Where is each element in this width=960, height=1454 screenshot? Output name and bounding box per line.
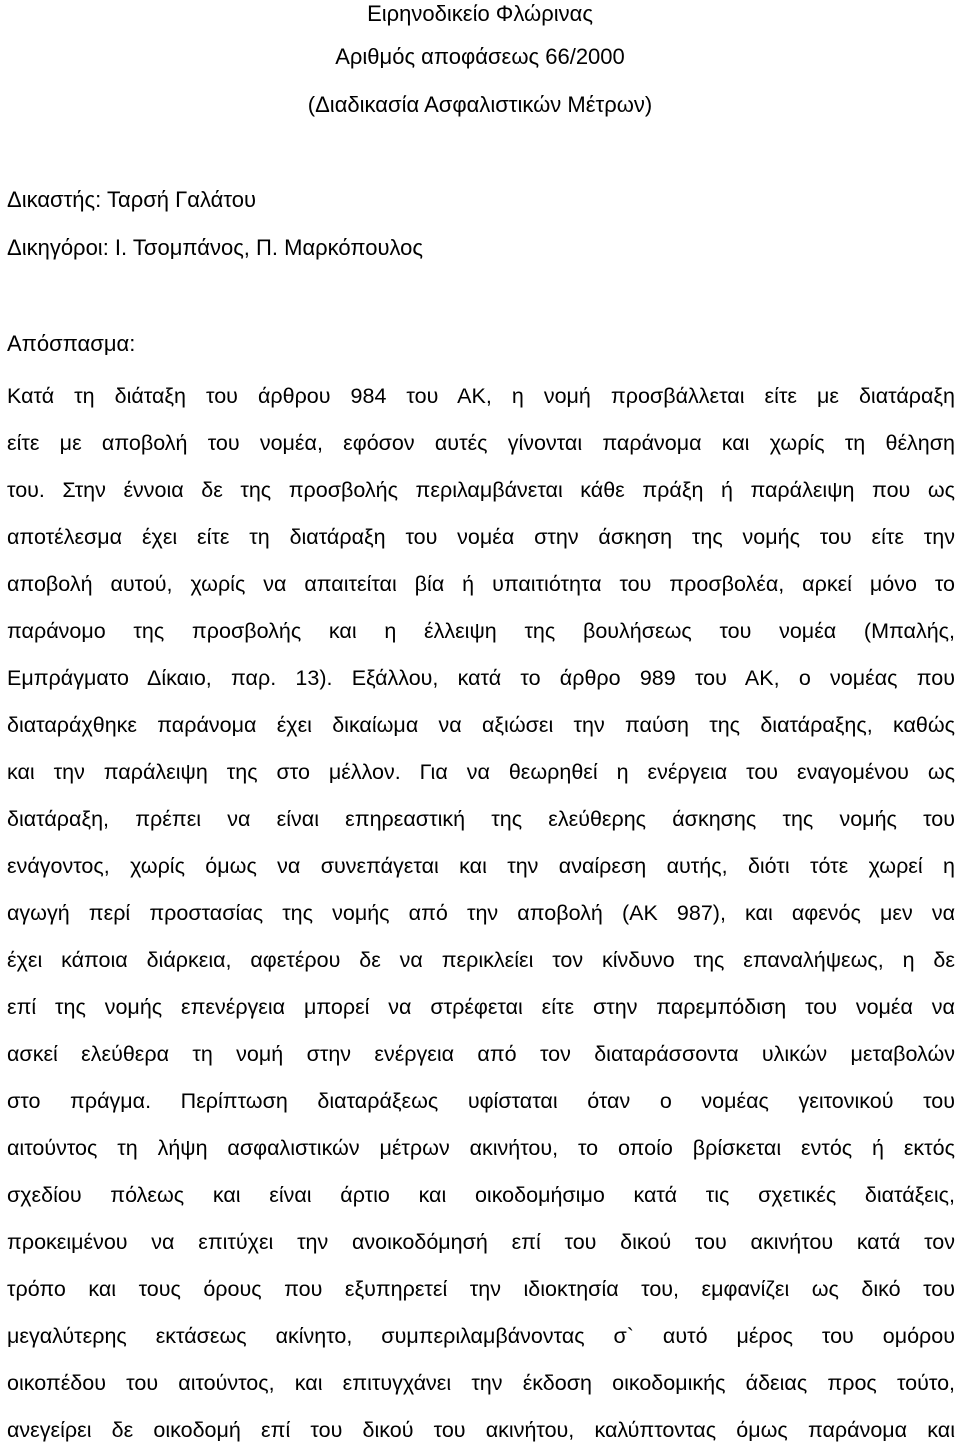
paragraph-line: του. Στην έννοια δε της προσβολής περιλαμβάνεται κάθε πράξη ή παράλειψη που ως (7, 478, 955, 502)
judge-line: Δικαστής: Ταρσή Γαλάτου (7, 187, 257, 212)
excerpt-paragraph (7, 373, 955, 1454)
paragraph-line: στο πράγμα. Περίπτωση διαταράξεως υφίσταται όταν ο νομέας γειτονικού του (7, 1089, 955, 1113)
paragraph-line: προκειμένου να επιτύχει την ανοικοδόμησή επί του δικού του ακινήτου κατά τον (7, 1230, 955, 1254)
court-name: Ειρηνοδικείο Φλώρινας (367, 1, 593, 26)
procedure-type: (Διαδικασία Ασφαλιστικών Μέτρων) (307, 92, 653, 117)
paragraph-line: έχει κάποια διάρκεια, αφετέρου δε να περικλείει τον κίνδυνο της επαναλήψεως, η δε (7, 948, 955, 972)
paragraph-line: και την παράλειψη της στο μέλλον. Για να θεωρηθεί η ενέργεια του εναγομένου ως (7, 760, 955, 784)
decision-number: Αριθμός αποφάσεως 66/2000 (335, 44, 625, 69)
paragraph-line: αιτούντος τη λήψη ασφαλιστικών μέτρων ακινήτου, το οποίο βρίσκεται εντός ή εκτός (7, 1136, 955, 1160)
paragraph-line: αγωγή περί προστασίας της νομής από την αποβολή (ΑΚ 987), και αφενός μεν να (7, 901, 955, 925)
paragraph-line: Εμπράγματο Δίκαιο, παρ. 13). Εξάλλου, κατά το άρθρο 989 του ΑΚ, ο νομέας που (7, 666, 955, 690)
paragraph-line: ανεγείρει δε οικοδομή επί του δικού του ακινήτου, καλύπτοντας όμως παράνομα και (7, 1418, 955, 1442)
paragraph-line: παράνομο της προσβολής και η έλλειψη της βουλήσεως του νομέα (Μπαλής, (7, 619, 955, 643)
paragraph-line: αποβολή αυτού, χωρίς να απαιτείται βία ή υπαιτιότητα του προσβολέα, αρκεί μόνο το (7, 572, 955, 596)
paragraph-line: επί της νομής επενέργεια μπορεί να στρέφεται είτε στην παρεμπόδιση του νομέα να (7, 995, 955, 1019)
paragraph-line: μεγαλύτερης εκτάσεως ακίνητο, συμπεριλαμβάνοντας σ` αυτό μέρος του ομόρου (7, 1324, 955, 1348)
paragraph-line: τρόπο και τους όρους που εξυπηρετεί την ιδιοκτησία του, εμφανίζει ως δικό του (7, 1277, 955, 1301)
paragraph-line: διατάραξη, πρέπει να είναι επηρεαστική της ελεύθερης άσκησης της νομής του (7, 807, 955, 831)
paragraph-line: αποτέλεσμα έχει είτε τη διατάραξη του νομέα στην άσκηση της νομής του είτε την (7, 525, 955, 549)
paragraph-line: ασκεί ελεύθερα τη νομή στην ενέργεια από τον διαταράσσοντα υλικών μεταβολών (7, 1042, 955, 1066)
excerpt-heading: Απόσπασμα: (7, 331, 136, 356)
paragraph-line: σχεδίου πόλεως και είναι άρτιο και οικοδομήσιμο κατά τις σχετικές διατάξεις, (7, 1183, 955, 1207)
paragraph-line: οικοπέδου του αιτούντος, και επιτυγχάνει την έκδοση οικοδομικής άδειας προς τούτο, (7, 1371, 955, 1395)
lawyers-line: Δικηγόροι: Ι. Τσομπάνος, Π. Μαρκόπουλος (7, 235, 423, 260)
paragraph-line: είτε με αποβολή του νομέα, εφόσον αυτές γίνονται παράνομα και χωρίς τη θέληση (7, 431, 955, 455)
paragraph-line: ενάγοντος, χωρίς όμως να συνεπάγεται και την αναίρεση αυτής, διότι τότε χωρεί η (7, 854, 955, 878)
paragraph-line: διαταράχθηκε παράνομα έχει δικαίωμα να αξιώσει την παύση της διατάραξης, καθώς (7, 713, 955, 737)
paragraph-line: Κατά τη διάταξη του άρθρου 984 του ΑΚ, η νομή προσβάλλεται είτε με διατάραξη (7, 384, 955, 408)
